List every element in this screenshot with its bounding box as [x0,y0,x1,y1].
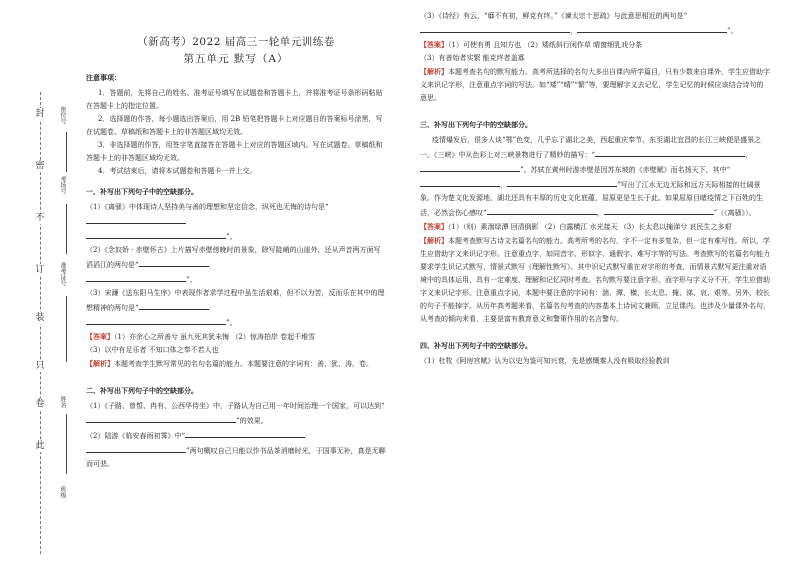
analysis [420,65,770,105]
field-line[interactable] [66,296,67,362]
question [86,428,386,443]
answer [86,330,386,344]
field-line[interactable] [66,204,67,254]
left-column [86,30,386,471]
answer-blank[interactable] [420,177,500,187]
section-4-heading: 四、补写出下列句子中的空缺部分。 [420,342,532,350]
answer-blank[interactable] [595,147,745,157]
field-class: 班级 [59,486,66,498]
answer-text: （1）亦余心之所善兮 虽九死其犹未悔 （2）惊涛拍岸 卷起千堆雪 [114,333,316,341]
seal-char: 只 [35,361,45,371]
binding-margin [0,0,86,562]
answer-blank[interactable] [604,205,714,215]
exam-subtitle: 第五单元 默写（A） [183,53,289,65]
seal-char: 密 [35,161,45,171]
field-line[interactable] [66,414,67,474]
section-3-heading: 三、补写出下列句子中的空缺部分。 [420,121,532,129]
answer-blank[interactable] [420,162,520,172]
answer-continued: （3）有善始者实繁 能克终者盖寡 [420,54,525,62]
question [86,201,386,229]
question-text: （1）《子路、曾皙、冉有、公西华侍坐》中，子路认为自己用一年时间治理一个国家，可以达到“ [86,402,385,410]
analysis [420,234,770,326]
notice-item: 1．答题前，先将自己的姓名、准考证号填写在试题卷和答题卡上，并将准考证号条形码粘贴在答题卡上的指定位置。 [86,89,383,110]
field-seat-number: 座位号 [59,106,66,124]
notice-item: 4．考试结束后，请将本试题卷和答题卡一并上交。 [98,167,257,175]
question-text: ”的效果。 [236,417,268,425]
answer [420,220,770,234]
question-blank-line: ， ”。 [420,23,770,38]
question-text: （3）《诗经》有云，“靡不有初，鲜克有终。”《谏太宗十思疏》与此意思相近的两句是“ [420,12,688,20]
answer-label: 【答案】 [86,332,114,341]
notice-item: 3．非选择题的作答，用签字笔直接答在答题卡上对应的答题区域内。写在试题卷、草稿纸和答题卡上的非答题区域均无效。 [86,141,383,162]
question [86,400,386,413]
question [420,10,770,23]
answer-blank[interactable] [139,257,209,267]
field-line[interactable] [66,132,67,172]
analysis-label: 【解析】 [420,236,448,245]
question [86,244,386,272]
field-exam-id: 准考证号 [59,262,66,286]
answer-blank[interactable] [86,214,186,224]
answer-blank[interactable] [420,23,570,33]
question-text: （2）陆游《临安春雨初霁》中“ [86,432,186,440]
answer-label: 【答案】 [420,40,448,49]
answer-blank[interactable] [487,205,597,215]
analysis-text: 本题考查名句的默写能力。高考所选择的名句大多出自课内所学篇目，只有少数来自课外，学生应借助字义来识记字形，注意重点字词的写法。如“矮”“晴”“繁”等，要理解字义去记忆，学生记忆的时候应该结合诗句的意思。 [420,68,770,102]
field-name: 姓名 [59,396,66,408]
answer-blank[interactable] [86,272,186,282]
question: 疫情爆发后，很多人谈“鄂”色变，几乎忘了湖北之美，西起重庆奉节、东至湖北宜昌的长江三峡便是盛景之一。《三峡》中从色彩上对三峡景物进行了精妙的描写：“ ，”。苏轼在黄州时游赤壁是因苏东坡的《赤壁赋》而名扬天下，其中“， ”写出了江水无边无际和远方天际相接的壮阔景象。作为楚文化发源地，湖北还具有丰厚的历史文化底蕴，屈原更是生长于此。如果屈原目睹疫情之下百姓的生活，必然会伤心感叹“ ， ”（《离骚》）。 [420,136,763,217]
seal-char: 订 [35,265,45,275]
question-text: （1）《离骚》中体现诗人坚持美与善的理想和坚定信念，纵死也无悔的诗句是“ [86,203,329,211]
seal-char: 此 [35,441,45,451]
seal-char: 装 [35,313,45,323]
answer-blank[interactable] [86,413,236,423]
answer-label: 【答案】 [420,222,448,231]
question: （1）杜牧《阿房宫赋》认为以史为鉴可知兴衰，先是感慨秦人没有吸取经验教训 [420,357,670,365]
analysis-label: 【解析】 [420,67,448,76]
answer-blank[interactable] [507,177,617,187]
answer-blank[interactable] [139,300,209,310]
answer-blank[interactable] [86,315,226,325]
answer-continued: （3）以中有足乐者 不知口体之奉不若人也 [86,346,219,354]
answer-blank[interactable] [577,23,727,33]
question [86,287,386,315]
question-text: （3）宋濂《送东阳马生序》中表现作者求学过程中虽生活艰难，但不以为苦，反而乐在其中的理想精神的两句是“ [86,289,385,312]
answer-blank[interactable] [86,443,186,453]
seal-char: 不 [35,213,45,223]
answer-text: （1）（则）素湍绿潭 回清倒影 （2）白露横江 水光接天 （3）长太息以掩涕兮 哀民生之多艰 [448,223,732,231]
question-blank-line [86,413,386,428]
question-blank-line: ”。 [86,272,386,287]
question-text: ”写出了江水无边无际和远方天际相接的壮阔景象。作为楚文化发源地，湖北还具有丰厚的历史文化底蕴，屈原更是生长于此。如果屈原目睹疫情之下百姓的生活，必然会伤心感叹“ [420,181,763,217]
seal-char: 卷 [35,399,45,409]
right-column [420,10,770,368]
section-2-heading: 二、补写出下列句子中的空缺部分。 [86,387,198,395]
answer-blank[interactable] [185,428,305,438]
question-blank-line [86,443,386,471]
analysis-label: 【解析】 [86,359,114,368]
seal-char: 封 [35,109,45,119]
question-text: 疫情爆发后，很多人谈“鄂”色变，几乎忘了湖北之美，西起重庆奉节、东至湖北宜昌的长江三峡便是盛景之一。《三峡》中从色彩上对三峡景物进行了精妙的描写：“ [420,136,762,159]
answer [420,38,770,52]
question-blank-line: ”。 [86,315,386,330]
question-text: ”两句概叹自己只能以作书品茶消磨时光，于国事无补，真是无聊而可悲。 [86,447,386,468]
exam-title: （新高考）2022 届高三一轮单元训练卷 [137,36,335,48]
question-text: ”。苏轼在黄州时游赤壁是因苏东坡的《赤壁赋》而名扬天下，其中“ [520,166,731,174]
analysis [86,357,386,371]
question-blank-line: ”。 [86,229,386,244]
answer-blank[interactable] [86,229,226,239]
section-1-heading: 一、补写出下列句子中的空缺部分。 [86,188,198,196]
field-room-number: 考场号 [59,176,66,194]
notice-heading: 注意事项： [86,74,121,82]
question-text: （2）《念奴娇 · 赤壁怀古》上片描写赤壁傍晚时的景象，除写陡峭的山崖外，还从声音两方面写滔滔江的两句是“ [86,246,381,269]
analysis-text: 本题考查学生默写常见的名句名篇的能力。本题要注意的字词有：善、犹、涛、卷。 [114,360,373,368]
question-text: ”（《离骚》）。 [713,209,756,217]
answer-text: （1）可使有勇 且知方也 （2）矮纸斜行闲作草 晴窗细乳戏分茶 [448,41,643,49]
analysis-text: 本题考查默写古诗文名篇名句的能力。高考所考的名句，字不一定有多复杂，但一定有难写性。所以，学生应借助字义来识记字形。注意重点字，如同音字、形似字、通假字、难写字等的写法。考查默写的名篇名句能力要求学生识记式默写、情景式默写（理解性默写）。其中识记式默写重在对字形的考查，而情景式默写更注重对语境中的具体运用，具有一定难度，理解和记忆同时考查。名句默写要注意字形，而字形与字义分不开，学生应借助字义来识记字形。注意重点字词，本题中要注意的字词有：湍、潭、横、长太息、掩、涕、哀、艰等。另外，较长的句子不能掉字。从历年高考题来看，名篇名句考查的内容基本上诗词文兼顾，立足课内。也涉及少量课外名句，从考查的倾向来看，主要是富有教育意义和警策作用的名言警句。 [420,237,770,323]
notice-item: 2．选择题的作答，每小题选出答案后，用 2B 铅笔把答题卡上对应题目的答案标号涂黑，写在试题卷、草稿纸和答题卡上的非答题区域均无效。 [86,115,383,136]
